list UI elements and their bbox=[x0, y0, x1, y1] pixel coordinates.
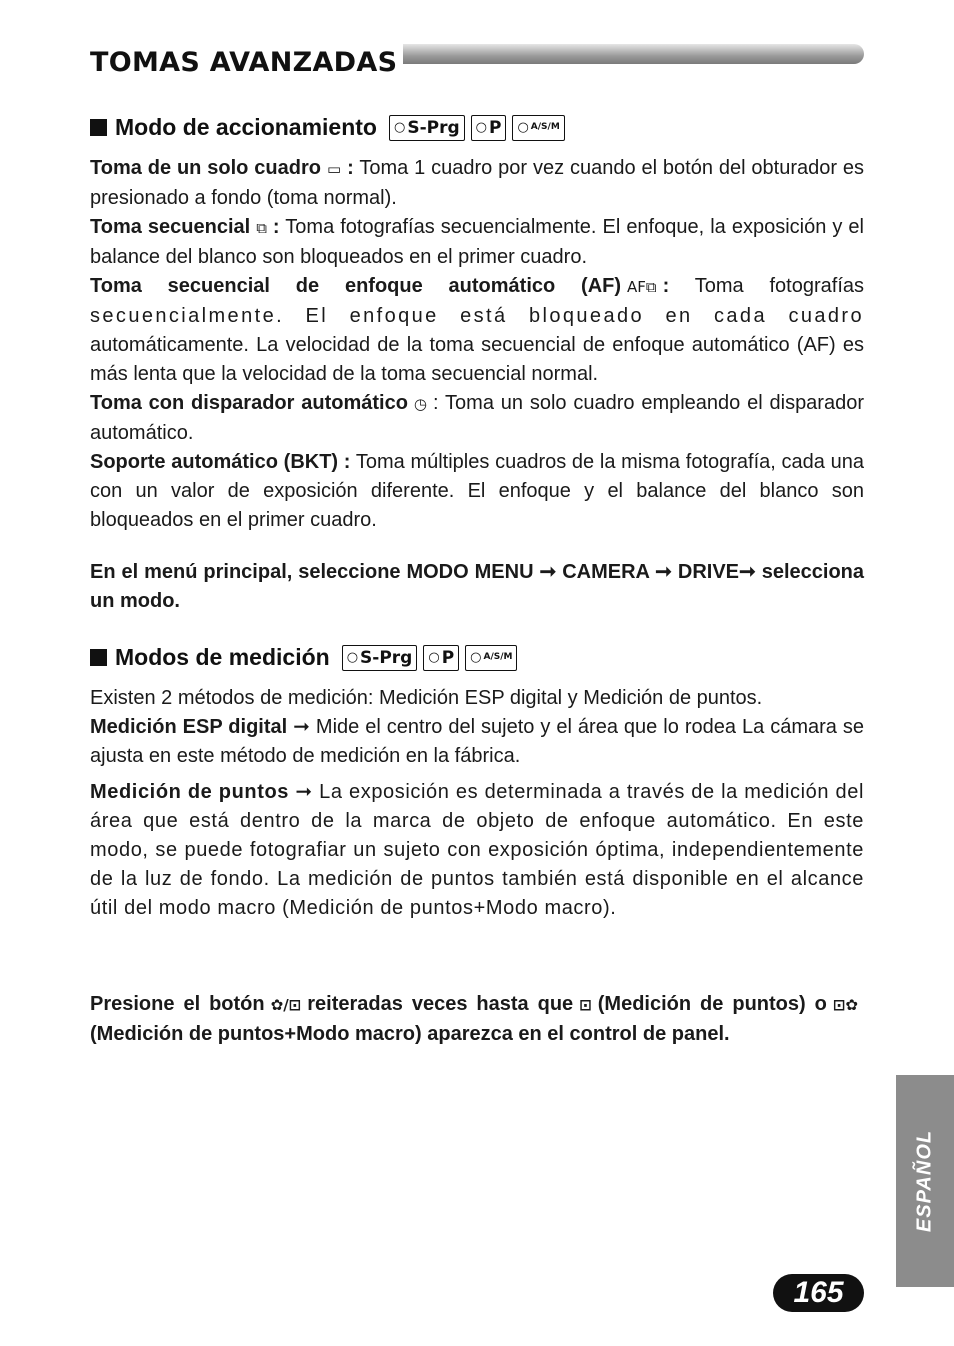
list-item: Toma secuencial ⧉ : Toma fotografías secuencialmente. El enfoque, la exposición y el balance del blanco son bloqueados en el primer cuadro. bbox=[90, 216, 864, 268]
sequential-icon: ⧉ bbox=[256, 219, 267, 237]
single-frame-icon: ▭ bbox=[326, 160, 342, 178]
arrow-icon: ➞ bbox=[539, 561, 557, 583]
af-sequential-icon: AF⧉ bbox=[627, 278, 657, 296]
list-item: Toma secuencial de enfoque automático (AF) AF⧉ : Toma fotografías secuencialmente. El enfoque está bloqueado en cada cuadro automáticamente. La velocidad de la toma secuencial de enfoque automático (AF) es más lenta que la velocidad de la toma secuencial normal. bbox=[90, 275, 864, 385]
list-item: Soporte automático (BKT) : Toma múltiples cuadros de la misma fotografía, cada una con un valor de exposición diferente. El enfoque y el balance del blanco son bloqueados en el primer cuadro. bbox=[90, 451, 864, 531]
section-heading-drive bbox=[90, 114, 565, 141]
spot-macro-icon: ⊡✿ bbox=[832, 996, 858, 1014]
asm-mode-icon: ○ A/S/M bbox=[465, 645, 517, 671]
section-title: Modo de accionamiento bbox=[115, 114, 377, 140]
self-timer-icon: ◷ bbox=[413, 395, 428, 413]
drive-mode-list bbox=[90, 154, 864, 535]
section-title: Modos de medición bbox=[115, 644, 330, 670]
macro-spot-button-icon: ✿/⊡ bbox=[270, 996, 302, 1014]
mode-badges bbox=[389, 115, 565, 141]
bullet-square-icon bbox=[90, 119, 107, 136]
arrow-icon: ➞ bbox=[293, 716, 310, 738]
arrow-icon: ➞ bbox=[655, 561, 672, 583]
metering-instruction: Presione el botón ✿/⊡ reiteradas veces hasta que ⊡ (Medición de puntos) o ⊡✿(Medición de puntos+Modo macro) aparezca en el control de panel. bbox=[90, 993, 858, 1045]
drive-instruction: En el menú principal, seleccione MODO MENU ➞ CAMERA ➞ DRIVE➞ selecciona un modo. bbox=[90, 561, 865, 612]
sprg-mode-icon: ○ S-Prg bbox=[342, 645, 418, 671]
sprg-mode-icon: ○ S-Prg bbox=[389, 115, 465, 141]
language-tab: ESPAÑOL bbox=[896, 1075, 954, 1287]
esp-item: Medición ESP digital ➞ Mide el centro del sujeto y el área que lo rodea La cámara se ajusta en este método de medición en la fábrica. bbox=[90, 716, 864, 767]
arrow-icon: ➞ bbox=[739, 561, 756, 583]
spot-item: Medición de puntos ➞ La exposición es determinada a través de la medición del área que está dentro de la marca de objeto de enfoque automático. En este modo, se puede fotografiar un sujeto con exposición óptima, independientemente de la luz de fondo. La medición de puntos también está disponible en el alcance útil del modo macro (Medición de puntos+Modo macro). bbox=[90, 781, 864, 919]
metering-intro: Existen 2 métodos de medición: Medición ESP digital y Medición de puntos. Medición ESP digital ➞ Mide el centro del sujeto y el área que lo rodea La cámara se ajusta en este método de medición en la fábrica. bbox=[90, 684, 864, 771]
spot-metering-icon: ⊡ bbox=[579, 996, 592, 1014]
list-item: Toma con disparador automático ◷ : Toma un solo cuadro empleando el disparador automático. bbox=[90, 392, 864, 444]
section-heading-metering bbox=[90, 644, 517, 671]
p-mode-icon: ○ P bbox=[423, 645, 459, 671]
asm-mode-icon: ○ A/S/M bbox=[512, 115, 564, 141]
arrow-icon: ➞ bbox=[295, 781, 313, 803]
bullet-square-icon bbox=[90, 649, 107, 666]
page-title: TOMAS AVANZADAS bbox=[90, 44, 403, 82]
p-mode-icon: ○ P bbox=[471, 115, 507, 141]
list-item: Toma de un solo cuadro ▭ : Toma 1 cuadro por vez cuando el botón del obturador es presionado a fondo (toma normal). bbox=[90, 157, 865, 209]
page-number: 165 bbox=[773, 1274, 864, 1312]
mode-badges bbox=[342, 645, 518, 671]
